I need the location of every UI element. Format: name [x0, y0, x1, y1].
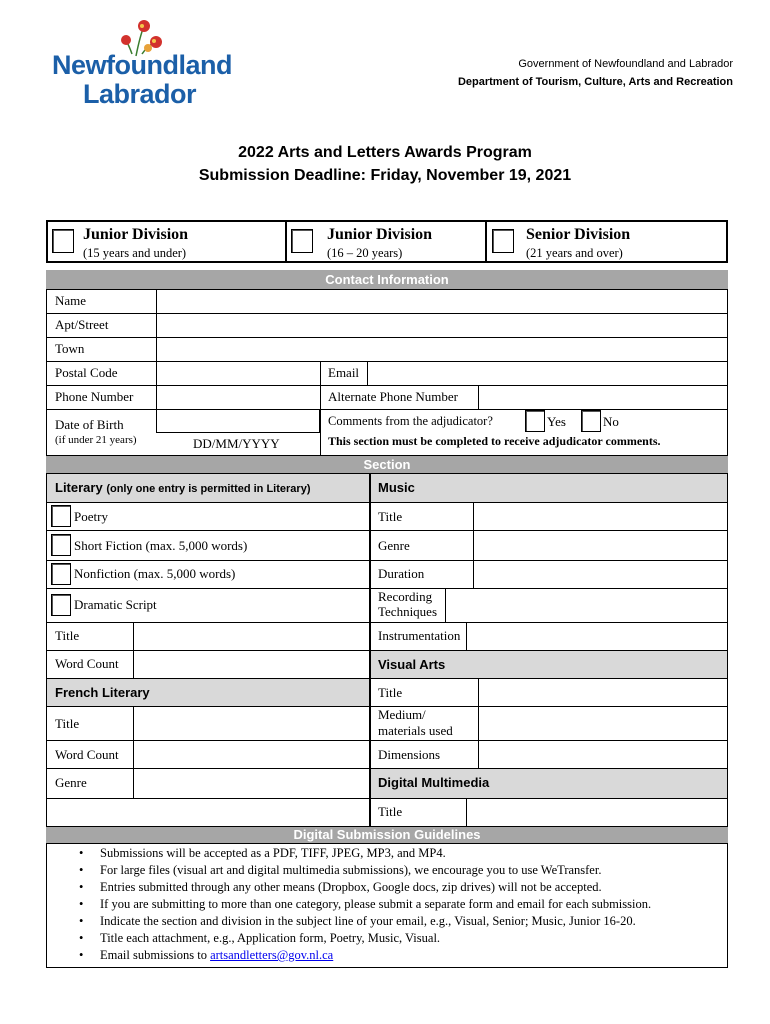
- comments-no-checkbox[interactable]: [581, 410, 601, 432]
- guideline-item: • Entries submitted through any other means (Dropbox, Google docs, zip drives) will not be accepted.: [79, 879, 651, 896]
- french-genre-field[interactable]: [134, 769, 369, 798]
- short-fiction-checkbox[interactable]: [51, 534, 71, 556]
- music-duration-field[interactable]: [474, 561, 727, 588]
- division-junior-16-20-range: (16 – 20 years): [327, 246, 403, 260]
- contact-heading: Contact Information: [46, 270, 728, 289]
- postal-code-field[interactable]: [157, 362, 320, 385]
- junior-15-checkbox[interactable]: [52, 229, 74, 253]
- materials-line: materials used: [378, 723, 453, 738]
- music-genre-field[interactable]: [474, 531, 727, 560]
- division-senior-range: (21 years and over): [526, 246, 623, 260]
- guidelines-list: [79, 845, 651, 964]
- french-genre-label: Genre: [55, 775, 87, 790]
- alt-phone-label: Alternate Phone Number: [328, 389, 458, 404]
- literary-title-label: Title: [55, 628, 80, 643]
- guideline-item: • Submissions will be accepted as a PDF, TIFF, JPEG, MP3, and MP4.: [79, 845, 651, 862]
- visual-medium-label: [378, 707, 453, 739]
- literary-word-count-label: Word Count: [55, 656, 119, 671]
- french-word-count-field[interactable]: [134, 741, 369, 768]
- visual-dimensions-label: Dimensions: [378, 747, 441, 762]
- division-junior-15-label: Junior Division: [83, 226, 189, 243]
- visual-dimensions-field[interactable]: [479, 741, 727, 768]
- literary-heading: [55, 480, 310, 495]
- literary-heading-note: (only one entry is permitted in Literary): [106, 483, 311, 495]
- division-senior-label: Senior Division: [526, 226, 631, 243]
- visual-arts-heading: Visual Arts: [378, 657, 446, 672]
- digital-title-label: Title: [378, 804, 403, 819]
- department-name: Department of Tourism, Culture, Arts and Recreation: [457, 76, 733, 88]
- music-recording-field[interactable]: [446, 589, 727, 622]
- alt-phone-field[interactable]: [479, 386, 727, 409]
- junior-16-20-checkbox[interactable]: [291, 229, 313, 253]
- street-field[interactable]: [157, 314, 727, 337]
- division-junior-15-range: (15 years and under): [83, 246, 187, 260]
- government-info: [458, 55, 733, 91]
- music-title-field[interactable]: [474, 503, 727, 530]
- dob-format: DD/MM/YYYY: [193, 436, 280, 451]
- email-field[interactable]: [368, 362, 727, 385]
- logo-text-labrador: Labrador: [83, 79, 197, 109]
- visual-medium-field[interactable]: [479, 707, 727, 740]
- division-junior-16-20-label: Junior Division: [327, 226, 433, 243]
- guidelines-heading: Digital Submission Guidelines: [46, 827, 728, 843]
- comments-yes-label: Yes: [547, 414, 566, 429]
- email-prefix: Email submissions to: [100, 948, 211, 962]
- guideline-item-email: [79, 947, 651, 964]
- page-title: [0, 141, 770, 187]
- government-name: Government of Newfoundland and Labrador: [518, 58, 733, 70]
- techniques-line: Techniques: [378, 604, 438, 619]
- poetry-checkbox[interactable]: [51, 505, 71, 527]
- comments-question: Comments from the adjudicator?: [328, 414, 493, 428]
- street-label: Apt/Street: [55, 317, 109, 332]
- nonfiction-label: Nonfiction (max. 5,000 words): [74, 566, 236, 581]
- dob-field[interactable]: [157, 410, 319, 433]
- medium-line: Medium/: [378, 707, 426, 722]
- dob-label: Date of Birth: [55, 417, 124, 432]
- guideline-item: • Indicate the section and division in the subject line of your email, e.g., Visual, Senior; Music, Junior 16-20.: [79, 913, 651, 930]
- music-heading: Music: [378, 480, 415, 495]
- town-label: Town: [55, 341, 85, 356]
- music-title-label: Title: [378, 509, 403, 524]
- comments-yes-checkbox[interactable]: [525, 410, 545, 432]
- short-fiction-label: Short Fiction (max. 5,000 words): [74, 538, 248, 553]
- literary-title-field[interactable]: [134, 623, 369, 650]
- phone-label: Phone Number: [55, 389, 134, 404]
- music-recording-label: [378, 589, 437, 619]
- digital-title-field[interactable]: [467, 799, 727, 826]
- program-title: 2022 Arts and Letters Awards Program: [238, 144, 532, 161]
- literary-heading-label: Literary: [55, 480, 103, 495]
- music-duration-label: Duration: [378, 566, 425, 581]
- music-instrumentation-field[interactable]: [467, 623, 727, 650]
- logo-text-newfoundland: Newfoundland: [52, 50, 232, 80]
- email-label: Email: [328, 365, 360, 380]
- french-title-label: Title: [55, 716, 80, 731]
- town-field[interactable]: [157, 338, 727, 361]
- french-word-count-label: Word Count: [55, 747, 119, 762]
- postal-code-label: Postal Code: [55, 365, 118, 380]
- dramatic-script-checkbox[interactable]: [51, 594, 71, 616]
- name-field[interactable]: [157, 290, 727, 313]
- dob-note: (if under 21 years): [55, 434, 137, 446]
- french-literary-heading: French Literary: [55, 685, 150, 700]
- submission-deadline: Submission Deadline: Friday, November 19, 2021: [198, 167, 572, 184]
- nonfiction-checkbox[interactable]: [51, 563, 71, 585]
- comments-note: This section must be completed to receive adjudicator comments.: [328, 434, 661, 448]
- guideline-item: • If you are submitting to more than one category, please submit a separate form and email for each submission.: [79, 896, 651, 913]
- dramatic-script-label: Dramatic Script: [74, 597, 157, 612]
- guideline-item: • For large files (visual art and digital multimedia submissions), we encourage you to use WeTransfer.: [79, 862, 651, 879]
- recording-line: Recording: [378, 589, 433, 604]
- digital-multimedia-heading: Digital Multimedia: [378, 775, 490, 790]
- music-instrumentation-label: Instrumentation: [378, 628, 461, 643]
- guideline-item: • Title each attachment, e.g., Application form, Poetry, Music, Visual.: [79, 930, 651, 947]
- french-title-field[interactable]: [134, 707, 369, 740]
- phone-field[interactable]: [157, 386, 320, 409]
- literary-word-count-field[interactable]: [134, 651, 369, 678]
- comments-no-label: No: [603, 414, 619, 429]
- submission-email-link[interactable]: artsandletters@gov.nl.ca: [210, 948, 334, 962]
- music-genre-label: Genre: [378, 538, 410, 553]
- visual-title-field[interactable]: [479, 679, 727, 706]
- visual-title-label: Title: [378, 685, 403, 700]
- name-label: Name: [55, 293, 87, 308]
- section-heading: Section: [46, 456, 728, 473]
- nl-logo: [52, 18, 232, 110]
- poetry-label: Poetry: [74, 509, 108, 524]
- senior-checkbox[interactable]: [492, 229, 514, 253]
